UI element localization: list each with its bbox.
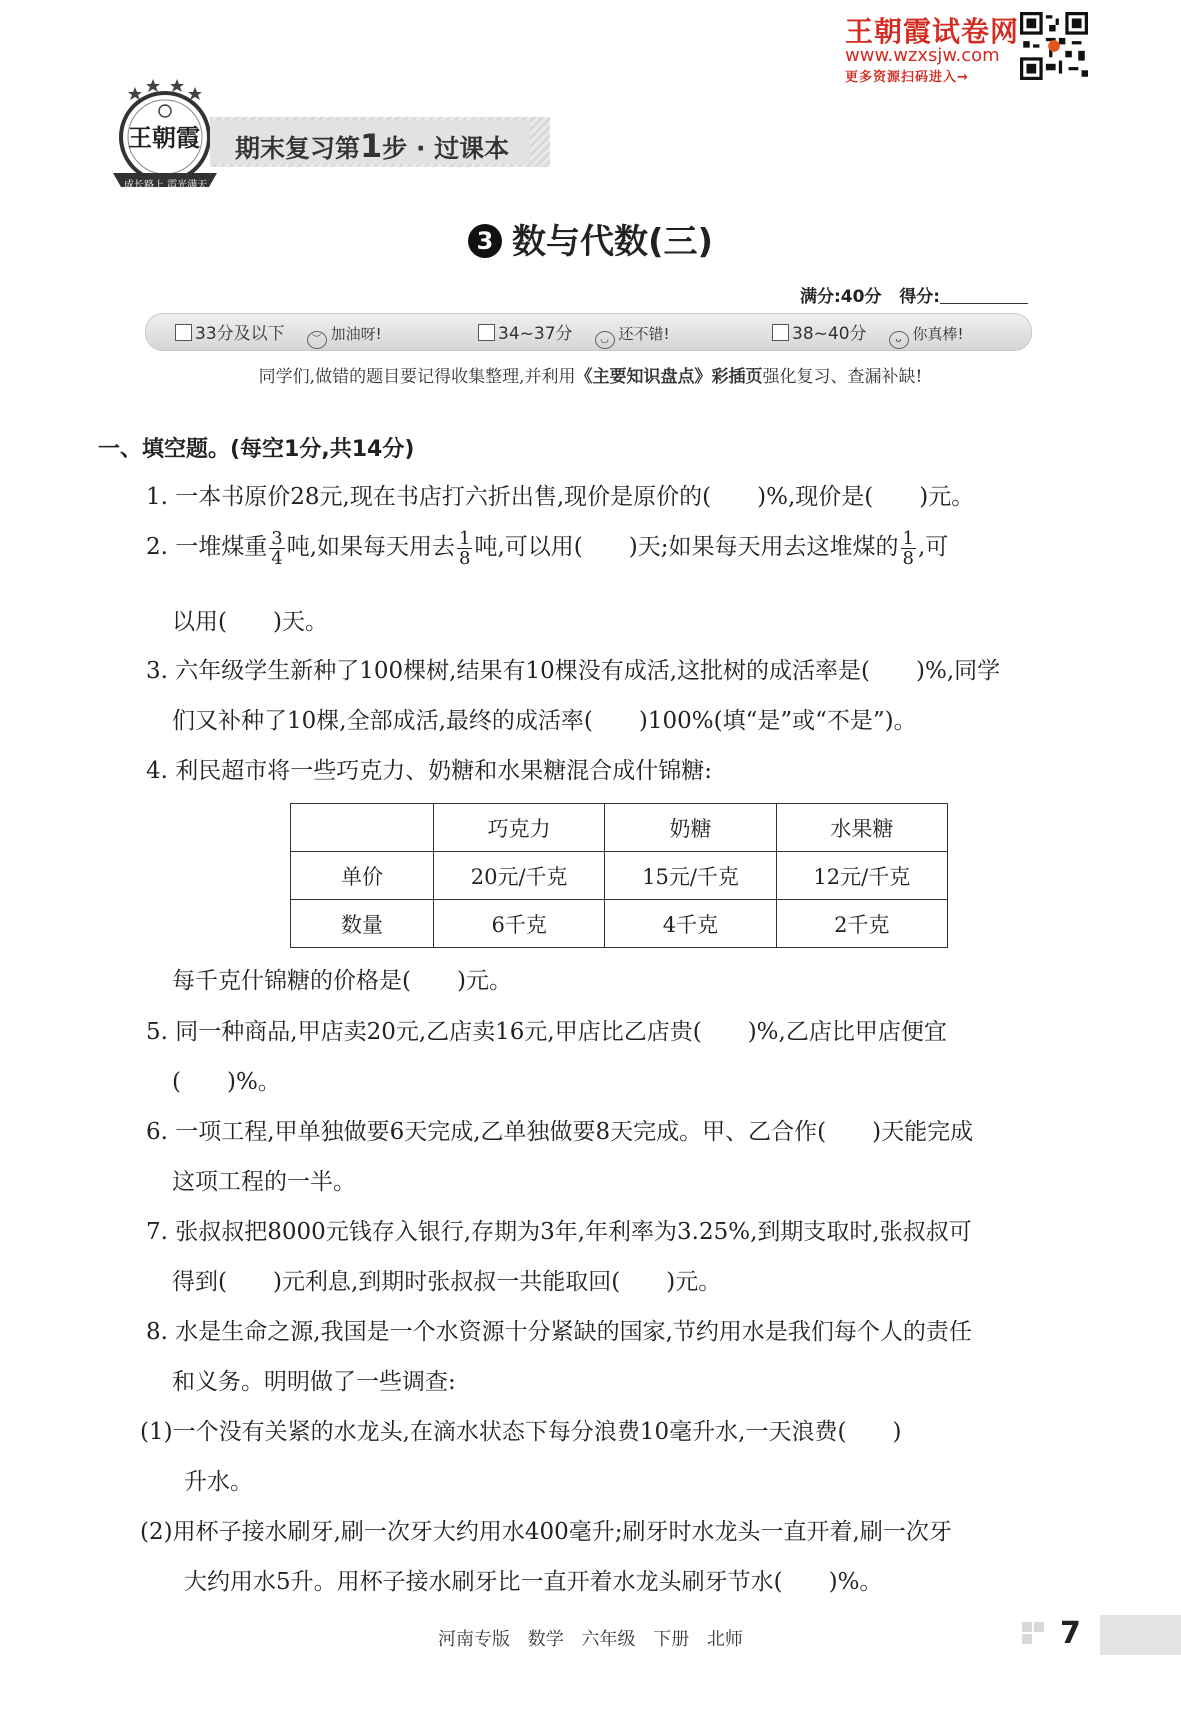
- fraction-numerator: 1: [902, 527, 914, 549]
- question-2-line-2: 以用( )天。: [172, 609, 328, 635]
- candy-price-table: [290, 803, 948, 948]
- footer-decor-square: [1034, 1622, 1044, 1632]
- table-cell: 数量: [291, 900, 434, 948]
- footer-decor-square: [1022, 1622, 1032, 1632]
- fraction-denominator: 4: [271, 547, 283, 569]
- table-header-cell: [291, 804, 434, 852]
- q2-text-c: 吨,可以用( )天;如果每天用去这堆煤的: [474, 534, 899, 560]
- rating-range: 38~40分: [792, 324, 867, 344]
- table-cell: 2千克: [776, 900, 947, 948]
- score-label: 得分:: [899, 287, 941, 307]
- rating-range: 34~37分: [498, 324, 573, 344]
- smiley-icon: ◡: [595, 331, 615, 349]
- table-cell: 20元/千克: [434, 852, 605, 900]
- reminder-pre: 同学们,做错的题目要记得收集整理,并利用: [258, 367, 576, 387]
- banner-prefix: 期末复习第: [235, 134, 361, 163]
- question-7-line-2: 得到( )元利息,到期时张叔叔一共能取回( )元。: [172, 1269, 722, 1295]
- fraction: [457, 529, 472, 568]
- table-header-cell: 巧克力: [434, 804, 605, 852]
- rating-checkbox[interactable]: [478, 324, 495, 341]
- smiley-icon: ᴗ: [889, 331, 909, 349]
- logo-text: 王朝霞: [128, 123, 200, 152]
- lesson-title-text: 数与代数(三): [511, 222, 714, 262]
- question-8-1-line-2: 升水。: [184, 1469, 253, 1495]
- score-line: [800, 282, 1028, 307]
- section-heading: 一、填空题。(每空1分,共14分): [98, 437, 415, 462]
- banner-title: [235, 127, 509, 165]
- footer-decor-square: [1022, 1634, 1032, 1644]
- brand-name: 王朝霞试卷网: [845, 15, 1020, 48]
- q2-text-a: 2. 一堆煤重: [146, 534, 268, 560]
- q2-text-b: 吨,如果每天用去: [286, 534, 456, 560]
- question-8-2-line-2: 大约用水5升。用杯子接水刷牙比一直开着水龙头刷牙节水( )%。: [184, 1569, 883, 1595]
- table-cell: 6千克: [434, 900, 605, 948]
- banner-suffix: 步 · 过课本: [382, 134, 510, 163]
- table-cell: 12元/千克: [776, 852, 947, 900]
- question-8: 8. 水是生命之源,我国是一个水资源十分紧缺的国家,节约用水是我们每个人的责任: [146, 1319, 972, 1345]
- page-tab: [1100, 1615, 1181, 1655]
- fraction-numerator: 3: [271, 527, 283, 549]
- brand-tagline: 更多资源扫码进入→: [845, 70, 969, 85]
- question-8-2: (2)用杯子接水刷牙,刷一次牙大约用水400毫升;刷牙时水龙头一直开着,刷一次牙: [140, 1519, 952, 1545]
- fraction-numerator: 1: [459, 527, 471, 549]
- question-4: 4. 利民超市将一些巧克力、奶糖和水果糖混合成什锦糖:: [146, 758, 713, 784]
- fraction-denominator: 8: [902, 547, 914, 569]
- fraction: [269, 529, 284, 568]
- question-4-answer-line: 每千克什锦糖的价格是( )元。: [172, 968, 512, 994]
- rating-item-mid: [478, 319, 670, 349]
- fraction-denominator: 8: [459, 547, 471, 569]
- rating-cheer: 你真棒!: [912, 325, 964, 343]
- footer-edition: 河南专版 数学 六年级 下册 北师: [438, 1629, 743, 1650]
- table-header-cell: 奶糖: [605, 804, 776, 852]
- page-number: 7: [1060, 1616, 1081, 1651]
- logo-motto: 成长路上 霞光满天: [124, 180, 208, 191]
- table-cell: 15元/千克: [605, 852, 776, 900]
- rating-checkbox[interactable]: [175, 324, 192, 341]
- banner-step: 1: [360, 127, 383, 165]
- brand-url[interactable]: www.wzxsjw.com: [845, 45, 1000, 66]
- question-5-line-2: ( )%。: [172, 1069, 281, 1095]
- page-title: [0, 214, 1181, 263]
- question-8-line-2: 和义务。明明做了一些调查:: [172, 1369, 456, 1395]
- full-score: 满分:40分: [800, 287, 882, 307]
- rating-checkbox[interactable]: [772, 324, 789, 341]
- table-cell: 4千克: [605, 900, 776, 948]
- q2-text-d: ,可: [917, 534, 949, 560]
- reminder-highlight: 《主要知识盘点》彩插页: [575, 367, 763, 387]
- question-6: 6. 一项工程,甲单独做要6天完成,乙单独做要8天完成。甲、乙合作( )天能完成: [146, 1119, 974, 1145]
- score-blank-field[interactable]: [940, 287, 1028, 304]
- question-3: 3. 六年级学生新种了100棵树,结果有10棵没有成活,这批树的成活率是( )%,同学: [146, 658, 1001, 684]
- rating-item-high: [772, 319, 964, 349]
- reminder-post: 强化复习、查漏补缺!: [762, 367, 923, 387]
- lesson-number-badge: 3: [468, 224, 502, 258]
- question-8-1: (1)一个没有关紧的水龙头,在滴水状态下每分浪费10毫升水,一天浪费( ): [140, 1419, 902, 1445]
- table-row: [291, 804, 948, 852]
- question-3-line-2: 们又补种了10棵,全部成活,最终的成活率( )100%(填“是”或“不是”)。: [172, 708, 917, 734]
- table-header-cell: 水果糖: [776, 804, 947, 852]
- smiley-icon: ︶: [307, 331, 327, 349]
- rating-range: 33分及以下: [195, 324, 285, 344]
- rating-item-low: [175, 319, 382, 349]
- question-1: 1. 一本书原价28元,现在书店打六折出售,现价是原价的( )%,现价是( )元。: [146, 484, 975, 510]
- table-row: [291, 900, 948, 948]
- rating-cheer: 加油呀!: [330, 325, 382, 343]
- table-cell: 单价: [291, 852, 434, 900]
- qr-code-icon[interactable]: [1020, 12, 1088, 80]
- fraction: [901, 529, 916, 568]
- question-6-line-2: 这项工程的一半。: [172, 1169, 356, 1195]
- question-5: 5. 同一种商品,甲店卖20元,乙店卖16元,甲店比乙店贵( )%,乙店比甲店便宜: [146, 1019, 947, 1045]
- table-row: [291, 852, 948, 900]
- question-2: [146, 528, 948, 568]
- rating-cheer: 还不错!: [618, 325, 670, 343]
- reminder-text: [0, 362, 1181, 387]
- question-7: 7. 张叔叔把8000元钱存入银行,存期为3年,年利率为3.25%,到期支取时,张叔叔可: [146, 1219, 972, 1245]
